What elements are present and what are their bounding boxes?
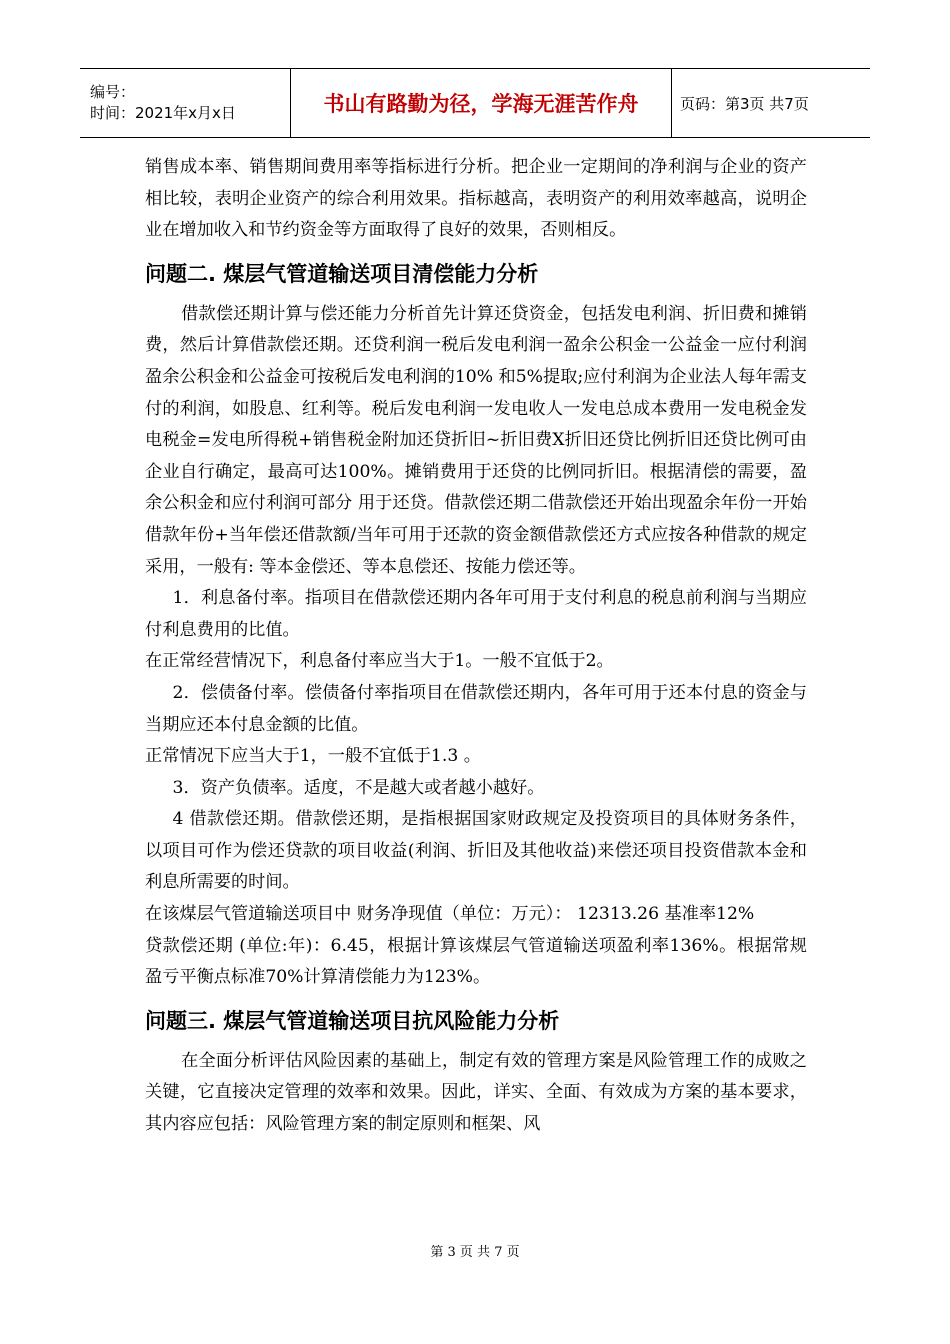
document-body bbox=[145, 152, 807, 1141]
page-footer: 第 3 页 共 7 页 bbox=[430, 1245, 520, 1260]
list-item-asset-liability: 3．资产负债率。适度，不是越大或者越小越好。 bbox=[172, 777, 545, 798]
section-heading-2: 问题二. 煤层气管道输送项目清偿能力分析 bbox=[145, 261, 539, 286]
note-debt-coverage: 正常情况下应当大于1，一般不宜低于1.3 。 bbox=[145, 746, 481, 767]
note-interest-coverage: 在正常经营情况下，利息备付率应当大于1。一般不宜低于2。 bbox=[145, 651, 614, 672]
repayment-line: 贷款偿还期 (单位:年)：6.45，根据计算该煤层气管道输送项盈利率136%。根据常规盈亏平衡点标准70%计算清偿能力为123%。 bbox=[145, 935, 807, 988]
header-motto: 书山有路勤为径，学海无涯苦作舟 bbox=[290, 69, 672, 137]
list-item-debt-coverage: 2．偿债备付率。偿债备付率指项目在借款偿还期内，各年可用于还本付息的资金与当期应还本付息金额的比值。 bbox=[145, 682, 807, 735]
header-meta bbox=[80, 69, 290, 137]
npv-line: 在该煤层气管道输送项目中 财务净现值（单位：万元）： 12313.26 基准率12% bbox=[145, 904, 755, 925]
paragraph-repayment: 借款偿还期计算与偿还能力分析首先计算还贷资金，包括发电利润、折旧费和摊销费，然后计算借款偿还期。还贷利润一税后发电利润一盈余公积金一公益金一应付利润 盈余公积金和公益金可按税后发电利润的10% 和5%提取;应付利润为企业法人每年需支付的利润，如股息、红利等。税后发电利润一发电收人一发电总成本费用一发电税金发电税金=发电所得税+销售税金附加还贷折旧~折旧费X折旧还贷比例折旧还贷比例可由企业自行确定，最高可达100%。摊销费用于还贷的比例同折旧。根据清偿的需要，盈余公积金和应付利润可部分 用于还贷。借款偿还期二借款偿还开始出现盈余年份一开始借款年份+当年偿还借款额/当年可用于还款的资金额借款偿还方式应按各种借款的规定采用，一般有: 等本金偿还、等本息偿还、按能力偿还等。 bbox=[145, 303, 807, 577]
section-heading-3: 问题三. 煤层气管道输送项目抗风险能力分析 bbox=[145, 1008, 560, 1033]
list-item-interest-coverage: 1．利息备付率。指项目在借款偿还期内各年可用于支付利息的税息前利润与当期应付利息费用的比值。 bbox=[145, 588, 807, 640]
paragraph-risk: 在全面分析评估风险因素的基础上，制定有效的管理方案是风险管理工作的成败之关键，它直接决定管理的效率和效果。因此，详实、全面、有效成为方案的基本要求，其内容应包括：风险管理方案的制定原则和框架、风 bbox=[145, 1050, 807, 1135]
page-header bbox=[80, 68, 870, 138]
number-label: 编号： bbox=[90, 83, 136, 101]
time-label: 时间：2021年x月x日 bbox=[90, 104, 236, 122]
list-item-repayment-period: 4 借款偿还期。借款偿还期，是指根据国家财政规定及投资项目的具体财务条件，以项目可作为偿还贷款的项目收益(利润、折旧及其他收益)来偿还项目投资借款本金和利息所需要的时间。 bbox=[145, 809, 807, 893]
header-page-code: 页码：第3页 共7页 bbox=[680, 94, 809, 113]
paragraph-intro: 销售成本率、销售期间费用率等指标进行分析。把企业一定期间的净利润与企业的资产相比较，表明企业资产的综合利用效果。指标越高，表明资产的利用效率越高，说明企业在增加收入和节约资金等方面取得了良好的效果，否则相反。 bbox=[145, 157, 807, 241]
